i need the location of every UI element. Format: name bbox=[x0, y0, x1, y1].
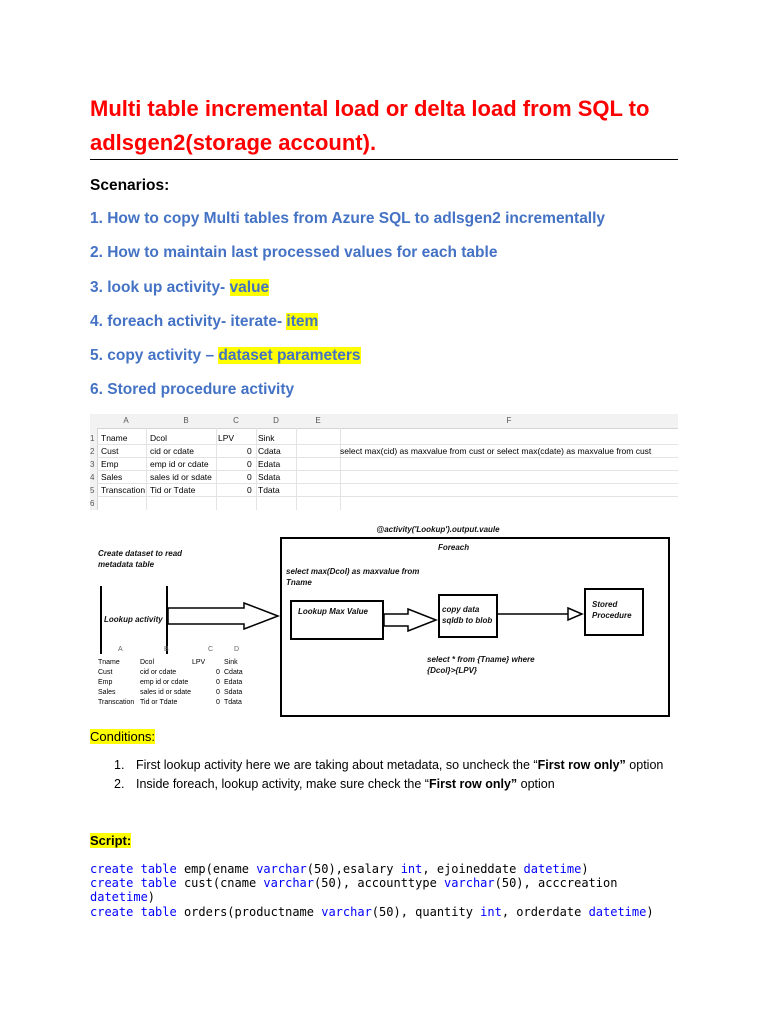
cell: sales id or sdate bbox=[150, 472, 212, 482]
script-line: create table cust(cname varchar(50), accounttype varchar(50), acccreation bbox=[90, 876, 618, 890]
stored-procedure-label: Stored Procedure bbox=[592, 600, 632, 620]
copy-data-label: copy data sqldb to blob bbox=[442, 605, 493, 625]
row-headers: 1 2 3 4 5 6 bbox=[90, 428, 98, 510]
col-header: D bbox=[273, 416, 279, 425]
output-expression: @activity('Lookup').output.vaule bbox=[376, 525, 500, 534]
cell: 0 bbox=[247, 485, 252, 495]
col-header: C bbox=[233, 416, 239, 425]
col-header: F bbox=[506, 416, 512, 425]
cell: Sdata bbox=[258, 472, 281, 482]
scenario-item: 1. How to copy Multi tables from Azure SQL to adlsgen2 incrementally bbox=[90, 210, 606, 227]
scenario-item: 4. foreach activity- iterate- item bbox=[90, 313, 319, 330]
cell: 0 bbox=[247, 459, 252, 469]
foreach-label: Foreach bbox=[438, 543, 470, 552]
cell: Tid or Tdate bbox=[150, 485, 196, 495]
select-max-note: select max(Dcol) as maxvalue from Tname bbox=[286, 567, 420, 587]
cell: Cdata bbox=[258, 446, 281, 456]
cell: 0 bbox=[247, 472, 252, 482]
col-header: A bbox=[123, 416, 129, 425]
cell: select max(cid) as maxvalue from cust or select max(cdate) as maxvalue from cust bbox=[340, 446, 652, 456]
lookup-activity-label: Lookup activity bbox=[104, 615, 163, 624]
script-line: create table orders(productname varchar(50), quantity int, orderdate datetime) bbox=[90, 905, 654, 919]
cell: Sales bbox=[101, 472, 123, 482]
cell: 0 bbox=[247, 446, 252, 456]
col-header: B bbox=[183, 416, 189, 425]
highlight-item: item bbox=[286, 313, 319, 330]
cell: Emp bbox=[101, 459, 119, 469]
cell: Tname bbox=[101, 433, 128, 443]
scenario-item: 5. copy activity – dataset parameters bbox=[90, 347, 361, 364]
cell: cid or cdate bbox=[150, 446, 194, 456]
arrow-lookup-to-foreach bbox=[168, 603, 278, 629]
highlight-value: value bbox=[229, 279, 270, 296]
document-title: Multi table incremental load or delta load from SQL to adlsgen2(storage account). bbox=[90, 96, 650, 155]
script-line: datetime) bbox=[90, 890, 156, 904]
script-line: create table emp(ename varchar(50),esalary int, ejoineddate datetime) bbox=[90, 862, 589, 876]
cell: Cust bbox=[101, 446, 119, 456]
metadata-spreadsheet bbox=[90, 414, 678, 510]
highlight-dataset-parameters: dataset parameters bbox=[218, 347, 361, 364]
scenario-item: 3. look up activity- value bbox=[90, 279, 270, 296]
pipeline-diagram bbox=[90, 520, 678, 720]
cell: LPV bbox=[218, 433, 235, 443]
cell: Edata bbox=[258, 459, 281, 469]
title-underline bbox=[90, 159, 678, 160]
cell: Sink bbox=[258, 433, 275, 443]
arrow-copy-to-stored-head bbox=[568, 608, 582, 620]
cell: Dcol bbox=[150, 433, 168, 443]
arrow-lookupmax-to-copy bbox=[384, 609, 436, 631]
metadata-table-thumbnail: A B C D Tname Dcol LPV Sink Cust cid or cdate 0 Cdata Emp emp id or cdate 0 Edata Sales sales id or sdate 0 Sdata Transcation Tid or Tdate 0 Tdata bbox=[98, 646, 243, 706]
script-heading: Script: bbox=[90, 833, 132, 848]
condition-item: 1. First lookup activity here we are taking about metadata, so uncheck the “First row only” option bbox=[114, 758, 664, 772]
conditions-heading: Conditions: bbox=[90, 729, 156, 744]
select-star-note: select * from {Tname} where {Dcol}>{LPV} bbox=[427, 655, 535, 675]
scenario-item: 6. Stored procedure activity bbox=[90, 381, 295, 398]
create-dataset-note: Create dataset to read metadata table bbox=[98, 549, 183, 569]
scenario-item: 2. How to maintain last processed values for each table bbox=[90, 244, 498, 261]
cell: Transcation bbox=[101, 485, 146, 495]
condition-item: 2. Inside foreach, lookup activity, make sure check the “First row only” option bbox=[114, 777, 555, 791]
col-header: E bbox=[315, 416, 321, 425]
column-headers bbox=[90, 414, 678, 429]
lookup-max-value-label: Lookup Max Value bbox=[298, 607, 368, 616]
scenarios-heading: Scenarios: bbox=[90, 177, 170, 194]
cell: emp id or cdate bbox=[150, 459, 209, 469]
cell: Tdata bbox=[258, 485, 280, 495]
